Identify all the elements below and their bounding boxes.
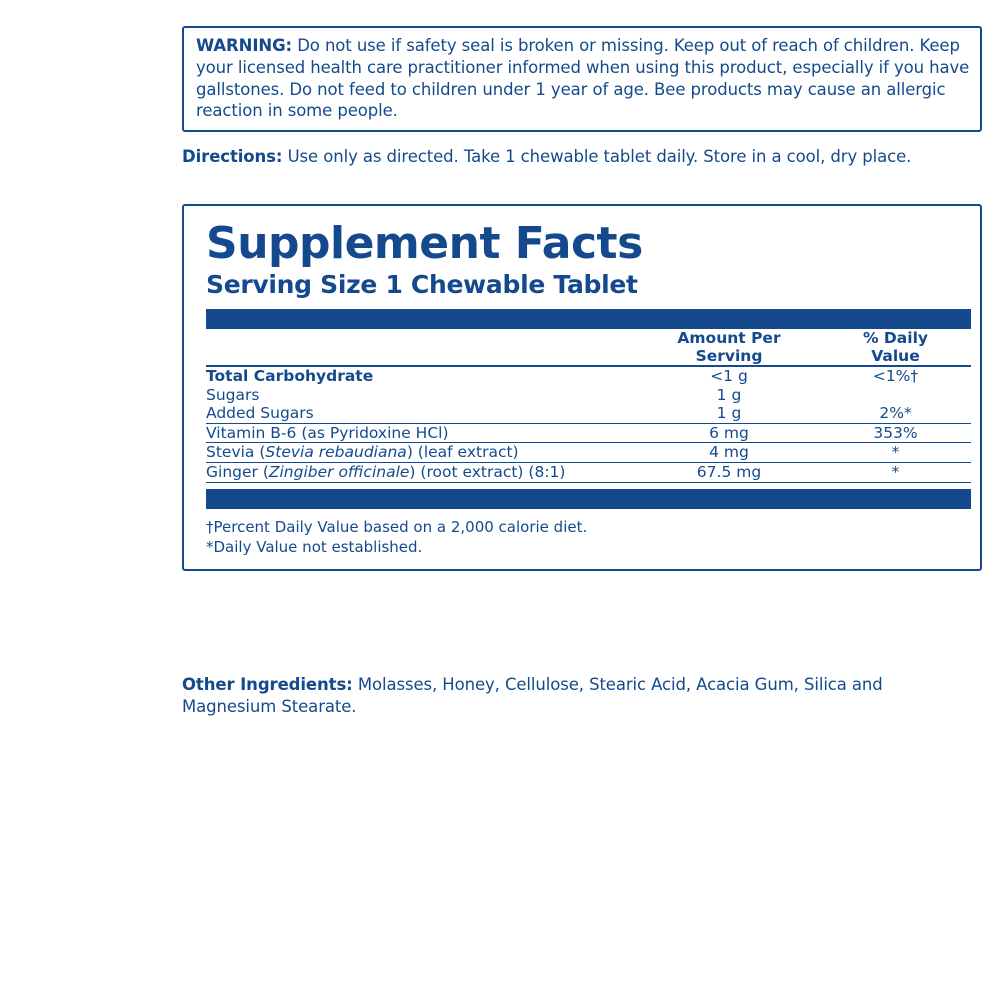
nutrient-name-latin: Zingiber officinale bbox=[268, 463, 410, 482]
table-row bbox=[206, 423, 971, 443]
nutrient-name bbox=[206, 463, 638, 483]
header-dv-line2: Value bbox=[871, 346, 920, 365]
footnote-not-established: *Daily Value not established. bbox=[206, 537, 423, 556]
nutrient-dv: * bbox=[820, 443, 971, 463]
warning-text bbox=[196, 35, 970, 122]
header-daily-value bbox=[820, 329, 971, 367]
supplement-facts-table bbox=[206, 329, 971, 483]
serving-size: Serving Size 1 Chewable Tablet bbox=[206, 269, 638, 299]
table-row bbox=[206, 386, 971, 405]
nutrient-dv bbox=[820, 386, 971, 405]
nutrient-name bbox=[206, 443, 638, 463]
nutrient-amount: 67.5 mg bbox=[638, 463, 820, 483]
nutrient-amount: 6 mg bbox=[638, 423, 820, 443]
nutrient-dv: 353% bbox=[820, 423, 971, 443]
directions-paragraph bbox=[182, 146, 982, 168]
nutrient-amount: <1 g bbox=[710, 367, 748, 386]
nutrient-dv: <1%† bbox=[872, 367, 919, 386]
nutrient-name-pre: Ginger ( bbox=[206, 463, 269, 482]
nutrient-name: Vitamin B-6 (as Pyridoxine HCl) bbox=[206, 423, 638, 443]
table-row bbox=[206, 366, 971, 386]
nutrient-name: Sugars bbox=[206, 385, 260, 404]
footnotes bbox=[206, 517, 968, 558]
nutrient-amount: 1 g bbox=[638, 404, 820, 423]
other-ingredients-label: Other Ingredients: bbox=[182, 675, 353, 694]
supplement-facts-title: Supplement Facts bbox=[206, 218, 643, 269]
nutrient-name-post: ) (root extract) (8:1) bbox=[409, 463, 566, 482]
nutrient-name-latin: Stevia rebaudiana bbox=[265, 443, 407, 462]
table-row bbox=[206, 463, 971, 483]
nutrient-name: Total Carbohydrate bbox=[206, 367, 374, 386]
table-row bbox=[206, 404, 971, 423]
other-ingredients-body: Molasses, Honey, Cellulose, Stearic Acid, Acacia Gum, Silica and Magnesium Stearate. bbox=[182, 675, 883, 717]
other-ingredients-paragraph bbox=[182, 674, 982, 719]
directions-label: Directions: bbox=[182, 147, 283, 166]
top-rule-bar bbox=[206, 309, 971, 329]
directions-body: Use only as directed. Take 1 chewable tablet daily. Store in a cool, dry place. bbox=[287, 147, 912, 166]
warning-body: Do not use if safety seal is broken or missing. Keep out of reach of children. Keep your licensed health care practitioner informed when using this product, especially if you have gallstones. Do not feed to children under 1 year of age. Bee products may cause an allergic reaction in some people. bbox=[196, 36, 970, 121]
bottom-rule-bar bbox=[206, 489, 971, 509]
warning-box bbox=[182, 26, 982, 132]
footnote-daily-value: †Percent Daily Value based on a 2,000 calorie diet. bbox=[206, 517, 588, 536]
supplement-facts-panel bbox=[182, 204, 982, 571]
header-amount-per-serving bbox=[638, 329, 820, 367]
nutrient-amount: 4 mg bbox=[638, 443, 820, 463]
nutrient-name-post: ) (leaf extract) bbox=[406, 443, 519, 462]
header-amount-line1: Amount Per bbox=[677, 328, 781, 347]
header-amount-line2: Serving bbox=[695, 346, 763, 365]
nutrient-amount: 1 g bbox=[716, 385, 742, 404]
table-header-row bbox=[206, 329, 971, 367]
warning-label: WARNING: bbox=[196, 36, 293, 55]
header-blank-cell bbox=[206, 329, 638, 367]
nutrient-name-pre: Stevia ( bbox=[206, 443, 266, 462]
nutrient-name: Added Sugars bbox=[206, 404, 638, 423]
table-row bbox=[206, 443, 971, 463]
nutrient-dv: 2%* bbox=[820, 404, 971, 423]
nutrient-dv: * bbox=[820, 463, 971, 483]
header-dv-line1: % Daily bbox=[863, 328, 928, 347]
